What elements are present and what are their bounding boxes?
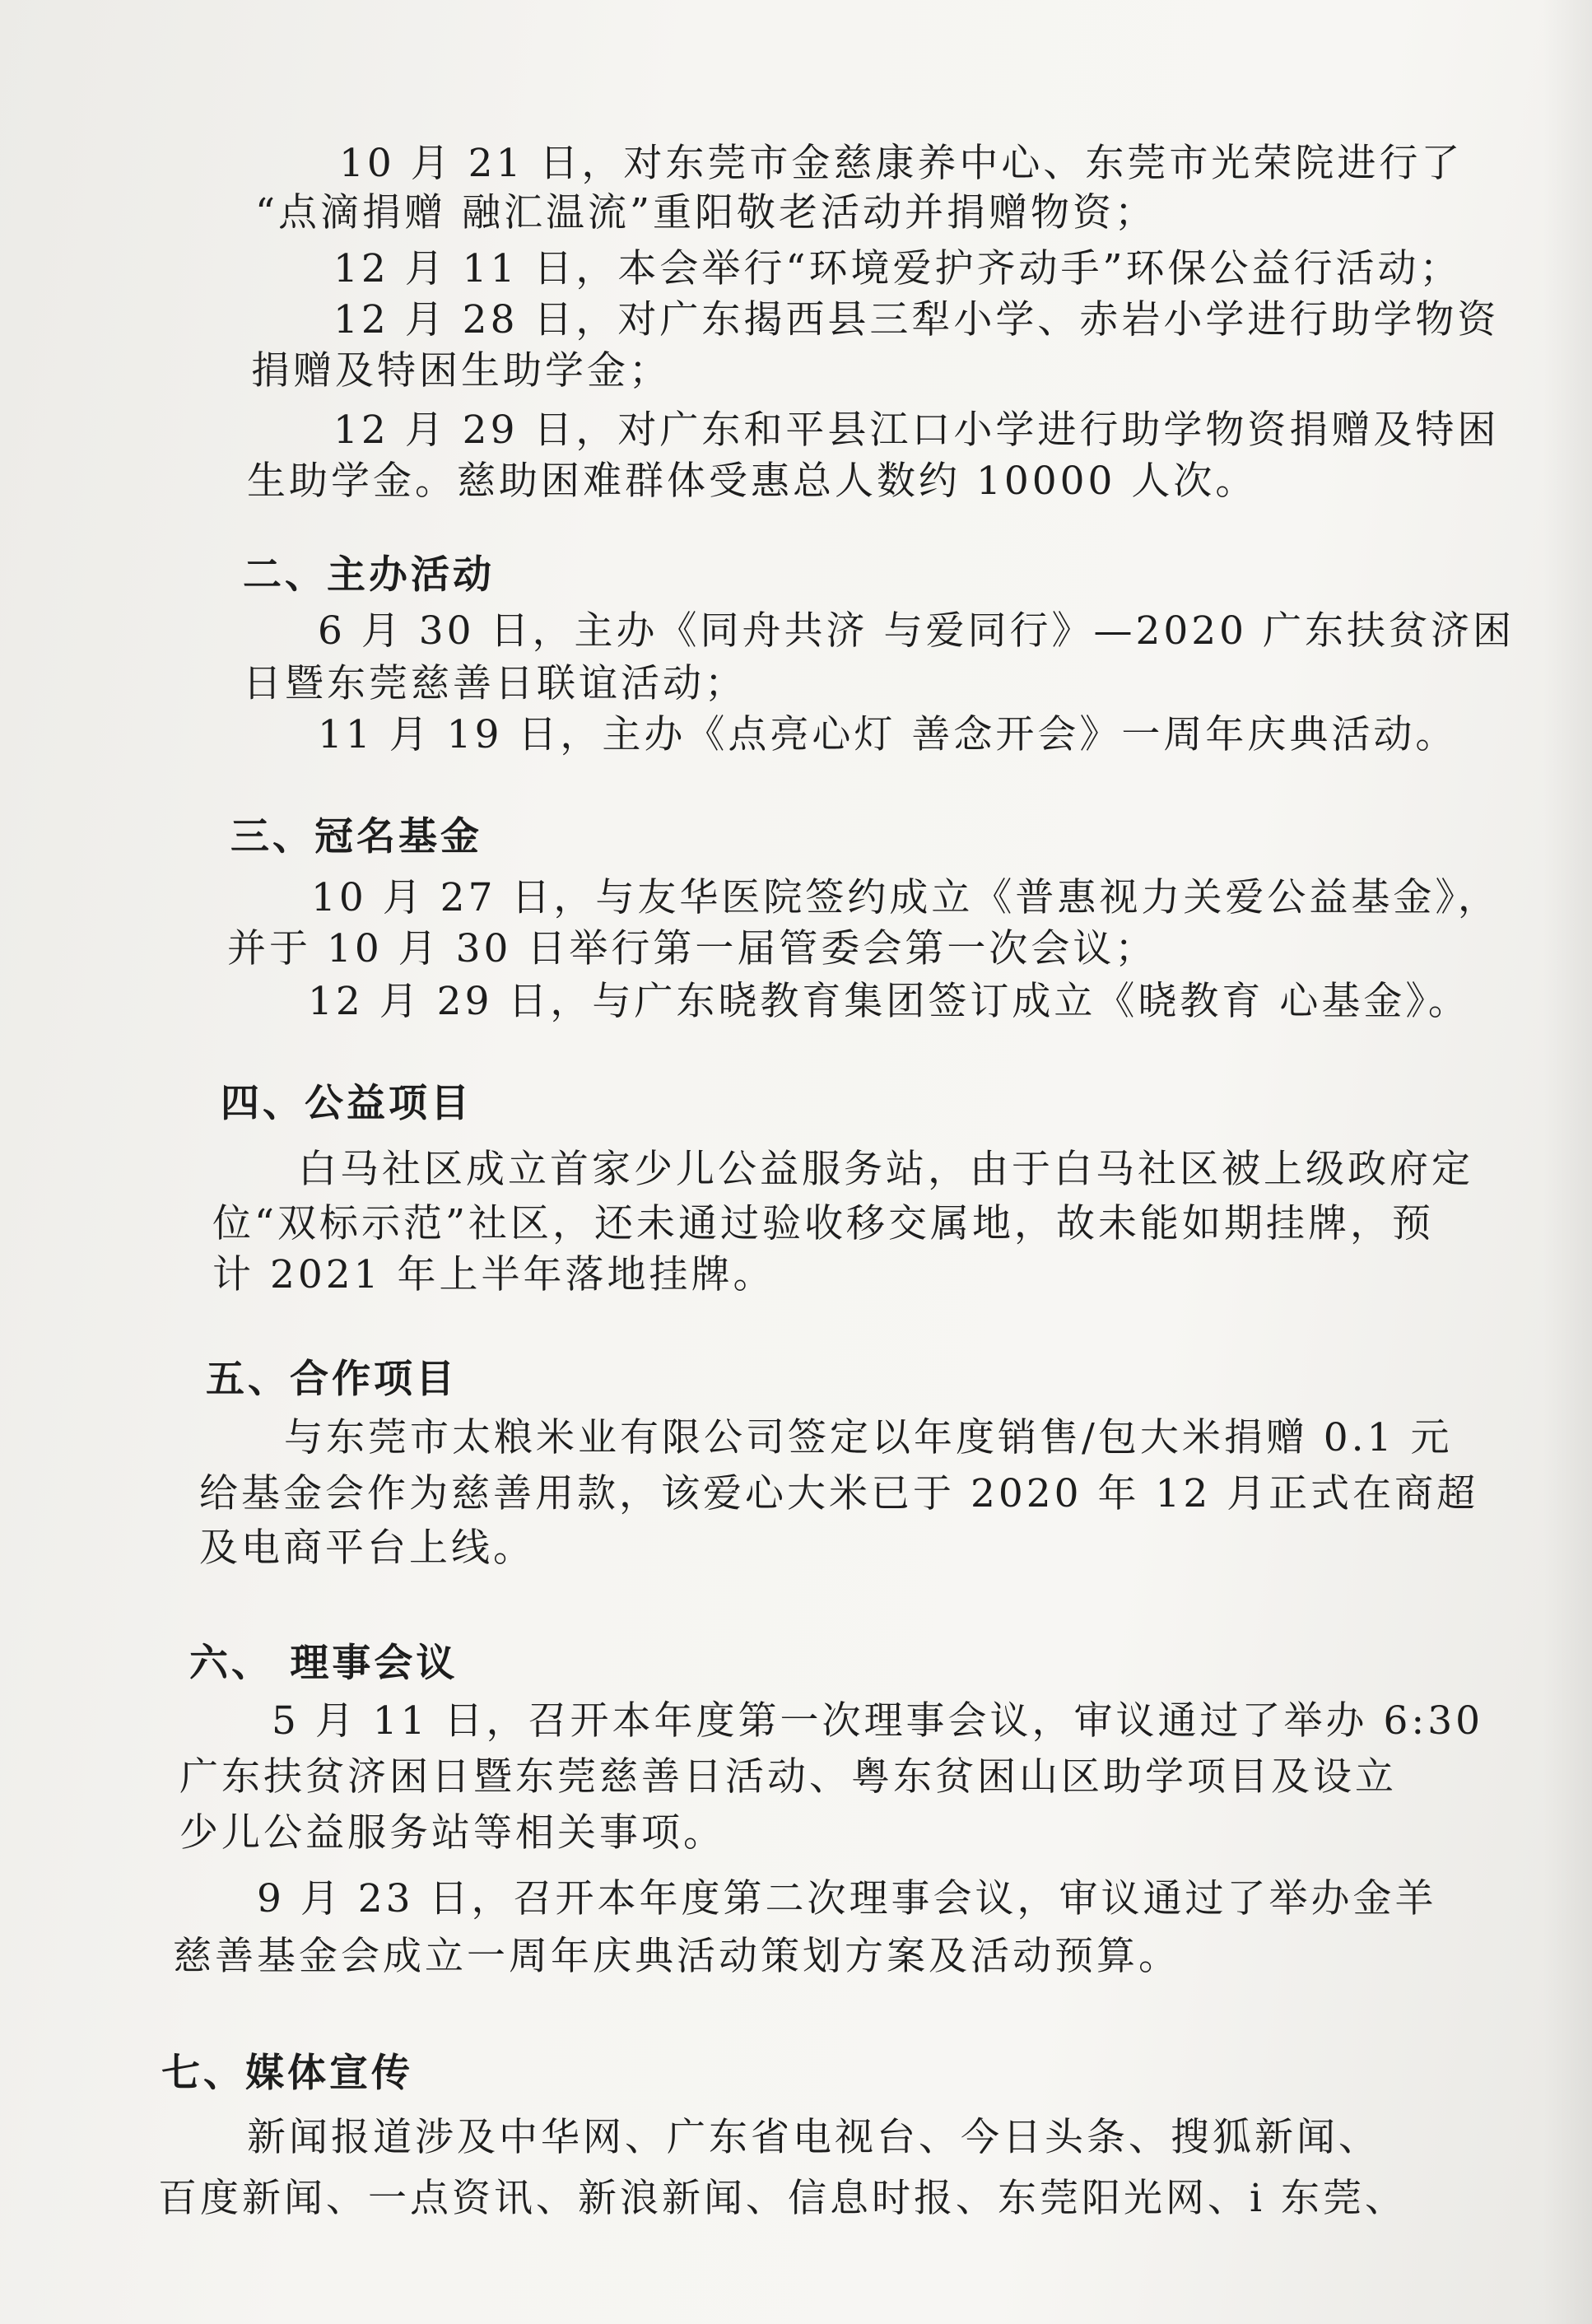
text-line: 百度新闻、一点资讯、新浪新闻、信息时报、东莞阳光网、i 东莞、: [158, 2176, 1407, 2221]
text-line: 及电商平台上线。: [199, 1525, 535, 1571]
text-line: 6 月 30 日，主办《同舟共济 与爱同行》—2020 广东扶贫济困: [318, 608, 1515, 654]
text-line: 12 月 28 日，对广东揭西县三犁小学、赤岩小学进行助学物资: [333, 297, 1500, 342]
text-line: “点滴捐赠 融汇温流”重阳敬老活动并捐赠物资；: [255, 190, 1157, 235]
section-heading: 三、冠名基金: [230, 814, 482, 859]
text-line: 10 月 27 日，与友华医院签约成立《普惠视力关爱公益基金》，: [311, 875, 1500, 920]
text-line: 生助学金。慈助困难群体受惠总人数约 10000 人次。: [247, 459, 1258, 504]
text-line: 计 2021 年上半年落地挂牌。: [212, 1252, 775, 1297]
section-heading: 六、 理事会议: [189, 1641, 459, 1686]
text-line: 广东扶贫济困日暨东莞慈善日活动、粤东贫困山区助学项目及设立: [179, 1754, 1397, 1800]
text-line: 位“双标示范”社区，还未通过验收移交属地，故未能如期挂牌，预: [212, 1201, 1435, 1246]
section-heading: 五、合作项目: [206, 1357, 458, 1402]
text-line: 慈善基金会成立一周年庆典活动策划方案及活动预算。: [173, 1934, 1180, 1979]
text-line: 10 月 21 日，对东莞市金慈康养中心、东莞市光荣院进行了: [339, 141, 1464, 186]
text-line: 并于 10 月 30 日举行第一届管委会第一次会议；: [227, 926, 1157, 971]
text-line: 捐赠及特困生助学金；: [251, 348, 671, 394]
text-line: 12 月 29 日，对广东和平县江口小学进行助学物资捐赠及特困: [333, 408, 1500, 453]
section-heading: 四、公益项目: [221, 1081, 472, 1126]
text-line: 少儿公益服务站等相关事项。: [179, 1810, 725, 1856]
text-line: 11 月 19 日，主办《点亮心灯 善念开会》一周年庆典活动。: [318, 712, 1458, 757]
section-heading: 七、媒体宣传: [161, 2051, 413, 2096]
text-line: 5 月 11 日，召开本年度第一次理事会议，审议通过了举办 6:30: [272, 1698, 1484, 1744]
text-line: 给基金会作为慈善用款，该爱心大米已于 2020 年 12 月正式在商超: [199, 1471, 1479, 1516]
text-line: 12 月 29 日，与广东晓教育集团签订成立《晓教育 心基金》。: [308, 979, 1470, 1024]
text-line: 新闻报道涉及中华网、广东省电视台、今日头条、搜狐新闻、: [247, 2115, 1380, 2160]
text-line: 白马社区成立首家少儿公益服务站，由于白马社区被上级政府定: [298, 1147, 1473, 1192]
section-heading: 二、主办活动: [243, 552, 495, 598]
text-line: 9 月 23 日，召开本年度第二次理事会议，审议通过了举办金羊: [257, 1876, 1437, 1921]
text-line: 与东莞市太粮米业有限公司签定以年度销售/包大米捐赠 0.1 元: [284, 1415, 1453, 1460]
text-line: 12 月 11 日，本会举行“环境爱护齐动手”环保公益行活动；: [333, 246, 1462, 291]
text-line: 日暨东莞慈善日联谊活动；: [243, 661, 747, 706]
